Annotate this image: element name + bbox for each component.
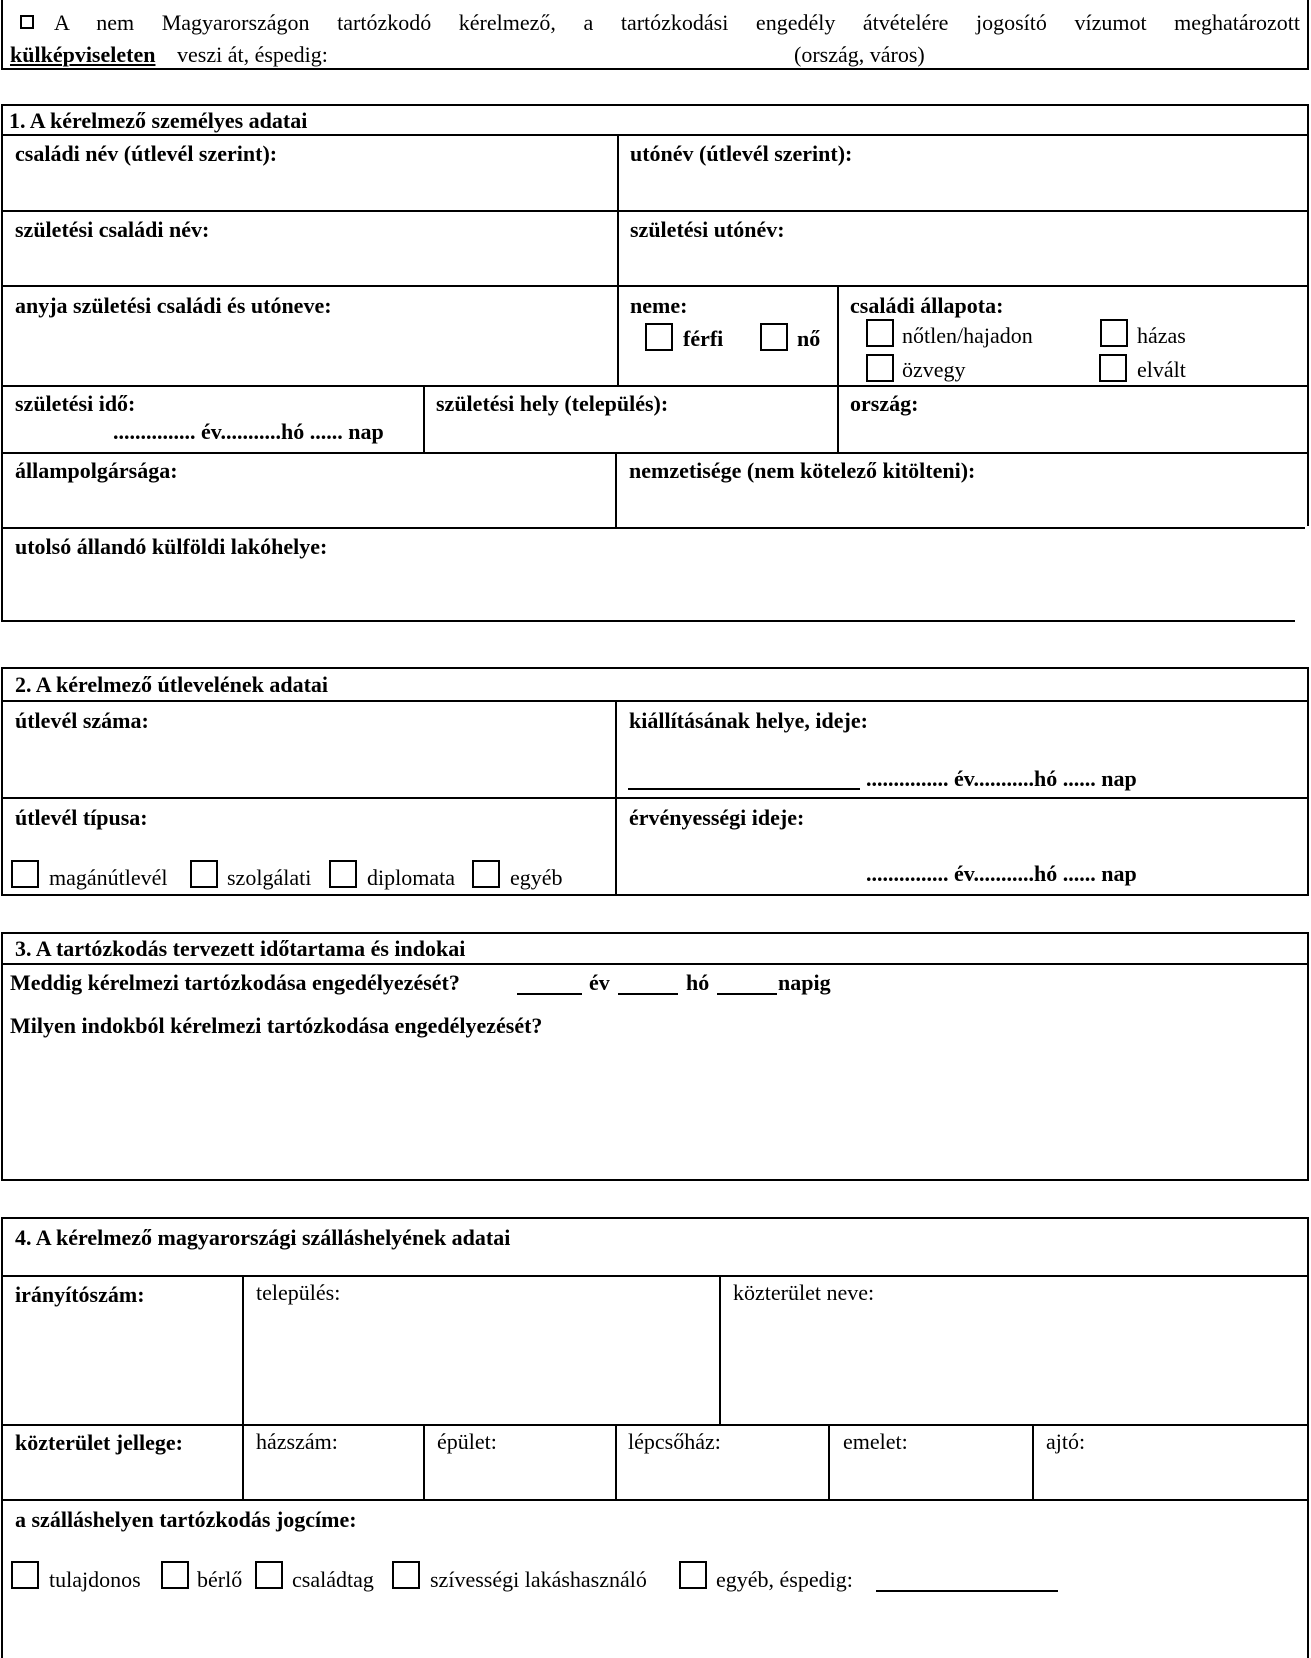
birth-place-label: születési hely (település): xyxy=(436,391,669,416)
sex-male-label: férfi xyxy=(683,326,724,351)
marital-widowed-checkbox[interactable] xyxy=(866,354,894,382)
opt-favour-checkbox[interactable] xyxy=(392,1561,420,1589)
opt-other-label: egyéb, éspedig: xyxy=(716,1567,853,1592)
until-napig: napig xyxy=(778,970,831,995)
notice-checkbox[interactable] xyxy=(20,15,34,29)
zip-label: irányítószám: xyxy=(15,1282,145,1307)
notice-line2-right: (ország, város) xyxy=(794,42,925,67)
notice-line1: A nem Magyarországon tartózkodó kérelmező, a tartózkodási engedély átvételére jogosító vízumot meghatározott xyxy=(54,10,1300,35)
marital-divorced-label: elvált xyxy=(1137,357,1186,382)
marital-single-checkbox[interactable] xyxy=(866,319,894,347)
reason-question: Milyen indokból kérelmezi tartózkodása engedélyezését? xyxy=(10,1013,543,1038)
sex-female-checkbox[interactable] xyxy=(760,323,788,351)
sex-label: neme: xyxy=(630,293,688,318)
notice-line2-rest: veszi át, éspedig: xyxy=(177,42,328,67)
type-other-checkbox[interactable] xyxy=(472,860,500,888)
opt-owner-label: tulajdonos xyxy=(49,1567,141,1592)
sex-male-checkbox[interactable] xyxy=(645,323,673,351)
marital-married-checkbox[interactable] xyxy=(1100,319,1128,347)
type-diplomatic-label: diplomata xyxy=(367,865,455,890)
opt-other-blank[interactable] xyxy=(876,1590,1058,1592)
citizenship-label: állampolgársága: xyxy=(15,458,178,483)
validity-label: érvényességi ideje: xyxy=(629,805,805,830)
type-private-checkbox[interactable] xyxy=(11,860,39,888)
opt-owner-checkbox[interactable] xyxy=(11,1561,39,1589)
opt-other-checkbox[interactable] xyxy=(679,1561,707,1589)
until-day-blank[interactable] xyxy=(717,993,777,995)
last-residence-label: utolsó állandó külföldi lakóhelye: xyxy=(15,534,328,559)
type-private-label: magánútlevél xyxy=(49,865,168,890)
until-year-blank[interactable] xyxy=(517,993,582,995)
marital-label: családi állapota: xyxy=(850,293,1004,318)
issue-place-blank[interactable] xyxy=(628,788,860,790)
section4-title: 4. A kérelmező magyarországi szálláshelyének adatai xyxy=(15,1225,511,1250)
type-diplomatic-checkbox[interactable] xyxy=(329,860,357,888)
type-service-label: szolgálati xyxy=(227,865,312,890)
birth-date-label: születési idő: xyxy=(15,391,136,416)
mother-name-label: anyja születési családi és utóneve: xyxy=(15,293,332,318)
opt-family-checkbox[interactable] xyxy=(255,1561,283,1589)
floor-label: emelet: xyxy=(843,1429,908,1454)
type-service-checkbox[interactable] xyxy=(190,860,218,888)
issue-place-date-label: kiállításának helye, ideje: xyxy=(629,708,868,733)
opt-family-label: családtag xyxy=(292,1567,374,1592)
issue-date-dots: ............... év...........hó ...... nap xyxy=(866,766,1137,791)
marital-divorced-checkbox[interactable] xyxy=(1099,354,1127,382)
given-name-label: utónév (útlevél szerint): xyxy=(630,141,853,166)
birth-date-dots: ............... év...........hó ...... nap xyxy=(113,419,384,444)
street-name-label: közterület neve: xyxy=(733,1280,875,1305)
house-number-label: házszám: xyxy=(256,1429,338,1454)
passport-type-label: útlevél típusa: xyxy=(15,805,148,830)
until-ho: hó xyxy=(686,970,710,995)
until-month-blank[interactable] xyxy=(618,993,678,995)
marital-single-label: nőtlen/hajadon xyxy=(902,323,1033,348)
marital-widowed-label: özvegy xyxy=(902,357,966,382)
staircase-label: lépcsőház: xyxy=(628,1429,721,1454)
opt-tenant-checkbox[interactable] xyxy=(161,1561,189,1589)
nationality-label: nemzetisége (nem kötelező kitölteni): xyxy=(629,458,976,483)
country-label: ország: xyxy=(850,391,919,416)
legal-title-label: a szálláshelyen tartózkodás jogcíme: xyxy=(15,1507,357,1532)
door-label: ajtó: xyxy=(1046,1429,1086,1454)
birth-family-name-label: születési családi név: xyxy=(15,217,210,242)
section2-title: 2. A kérelmező útlevelének adatai xyxy=(15,672,329,697)
building-label: épület: xyxy=(437,1429,497,1454)
opt-tenant-label: bérlő xyxy=(197,1567,243,1592)
section1-title: 1. A kérelmező személyes adatai xyxy=(9,108,308,133)
sex-female-label: nő xyxy=(797,326,821,351)
street-type-label: közterület jellege: xyxy=(15,1430,183,1455)
validity-dots: ............... év...........hó ...... nap xyxy=(866,861,1137,886)
type-other-label: egyéb xyxy=(510,865,563,890)
until-question: Meddig kérelmezi tartózkodása engedélyezését? xyxy=(10,970,460,995)
family-name-label: családi név (útlevél szerint): xyxy=(15,141,278,166)
notice-line2-bold: külképviseleten xyxy=(10,42,156,67)
opt-favour-label: szívességi lakáshasználó xyxy=(430,1567,647,1592)
section3-title: 3. A tartózkodás tervezett időtartama és indokai xyxy=(15,936,466,961)
until-ev: év xyxy=(589,970,610,995)
settlement-label: település: xyxy=(256,1280,341,1305)
passport-number-label: útlevél száma: xyxy=(15,708,149,733)
marital-married-label: házas xyxy=(1137,323,1186,348)
birth-given-name-label: születési utónév: xyxy=(630,217,785,242)
